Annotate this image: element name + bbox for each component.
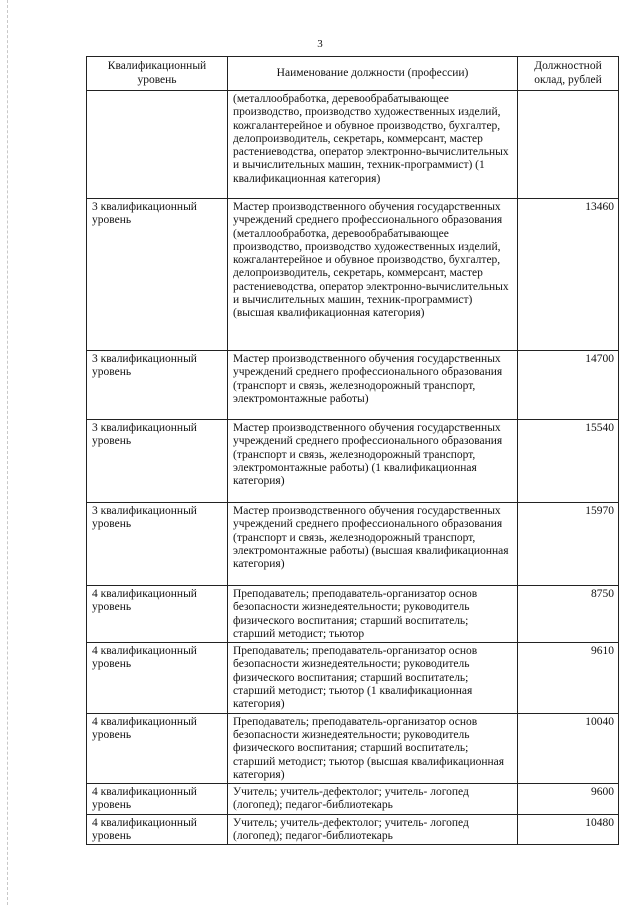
header-salary: Должностной оклад, рублей [518, 57, 619, 91]
cell-salary: 14700 [518, 351, 619, 420]
cell-position: Учитель; учитель-дефектолог; учитель- логопед (логопед); педагог-библиотекарь [228, 814, 518, 845]
cell-position: Мастер производственного обучения государственных учреждений среднего профессионального образования (транспорт и связь, железнодорожный транспорт, электромонтажные работы) (1 квалификационная категория) [228, 420, 518, 503]
table-row [87, 420, 619, 503]
cell-position: Преподаватель; преподаватель-организатор основ безопасности жизнедеятельности; руководитель физического воспитания; старший воспитатель; старший методист; тьютор (высшая квалификационная категория) [228, 713, 518, 783]
cell-position: Мастер производственного обучения государственных учреждений среднего профессионального образования (металлообработка, деревообрабатывающее производство, производство художественных изделий, кожгалантерейное и обувное производство, бухгалтер, делопроизводитель, секретарь, коммерсант, мастер растениеводства, оператор электронно-вычислительных и вычислительных машин, техник-программист) (высшая квалификационная категория) [228, 199, 518, 351]
table-header-row [87, 57, 619, 91]
table-row [87, 351, 619, 420]
cell-position: Мастер производственного обучения государственных учреждений среднего профессионального образования (транспорт и связь, железнодорожный транспорт, электромонтажные работы) (высшая квалификационная категория) [228, 503, 518, 586]
table-row [87, 784, 619, 815]
cell-level: 4 квалификационный уровень [87, 713, 228, 783]
cell-salary: 8750 [518, 586, 619, 643]
cell-level [87, 91, 228, 199]
header-position-name: Наименование должности (профессии) [228, 57, 518, 91]
table-row [87, 503, 619, 586]
cell-level: 3 квалификационный уровень [87, 503, 228, 586]
page-number: 3 [317, 38, 323, 50]
page-margin-line [7, 0, 8, 905]
cell-position: (металлообработка, деревообрабатывающее производство, производство художественных изделий, кожгалантерейное и обувное производство, бухгалтер, делопроизводитель, секретарь, коммерсант, мастер растениеводства, оператор электронно-вычислительных и вычислительных машин, техник-программист) (1 квалификационная категория) [228, 91, 518, 199]
table-row [87, 713, 619, 783]
cell-salary: 10480 [518, 814, 619, 845]
cell-level: 4 квалификационный уровень [87, 643, 228, 713]
table-row [87, 814, 619, 845]
cell-position: Преподаватель; преподаватель-организатор основ безопасности жизнедеятельности; руководитель физического воспитания; старший воспитатель; старший методист; тьютор [228, 586, 518, 643]
cell-salary [518, 91, 619, 199]
cell-level: 3 квалификационный уровень [87, 351, 228, 420]
cell-salary: 15970 [518, 503, 619, 586]
table-row [87, 199, 619, 351]
table-row [87, 643, 619, 713]
cell-salary: 9610 [518, 643, 619, 713]
table-row [87, 91, 619, 199]
cell-position: Преподаватель; преподаватель-организатор основ безопасности жизнедеятельности; руководитель физического воспитания; старший воспитатель; старший методист; тьютор (1 квалификационная категория) [228, 643, 518, 713]
table-row [87, 586, 619, 643]
cell-level: 3 квалификационный уровень [87, 199, 228, 351]
header-qualification-level: Квалификационный уровень [87, 57, 228, 91]
cell-salary: 15540 [518, 420, 619, 503]
cell-salary: 13460 [518, 199, 619, 351]
cell-salary: 10040 [518, 713, 619, 783]
cell-level: 4 квалификационный уровень [87, 814, 228, 845]
cell-level: 4 квалификационный уровень [87, 586, 228, 643]
cell-salary: 9600 [518, 784, 619, 815]
salary-table [86, 56, 619, 845]
cell-level: 4 квалификационный уровень [87, 784, 228, 815]
cell-position: Мастер производственного обучения государственных учреждений среднего профессионального образования (транспорт и связь, железнодорожный транспорт, электромонтажные работы) [228, 351, 518, 420]
cell-level: 3 квалификационный уровень [87, 420, 228, 503]
cell-position: Учитель; учитель-дефектолог; учитель- логопед (логопед); педагог-библиотекарь [228, 784, 518, 815]
